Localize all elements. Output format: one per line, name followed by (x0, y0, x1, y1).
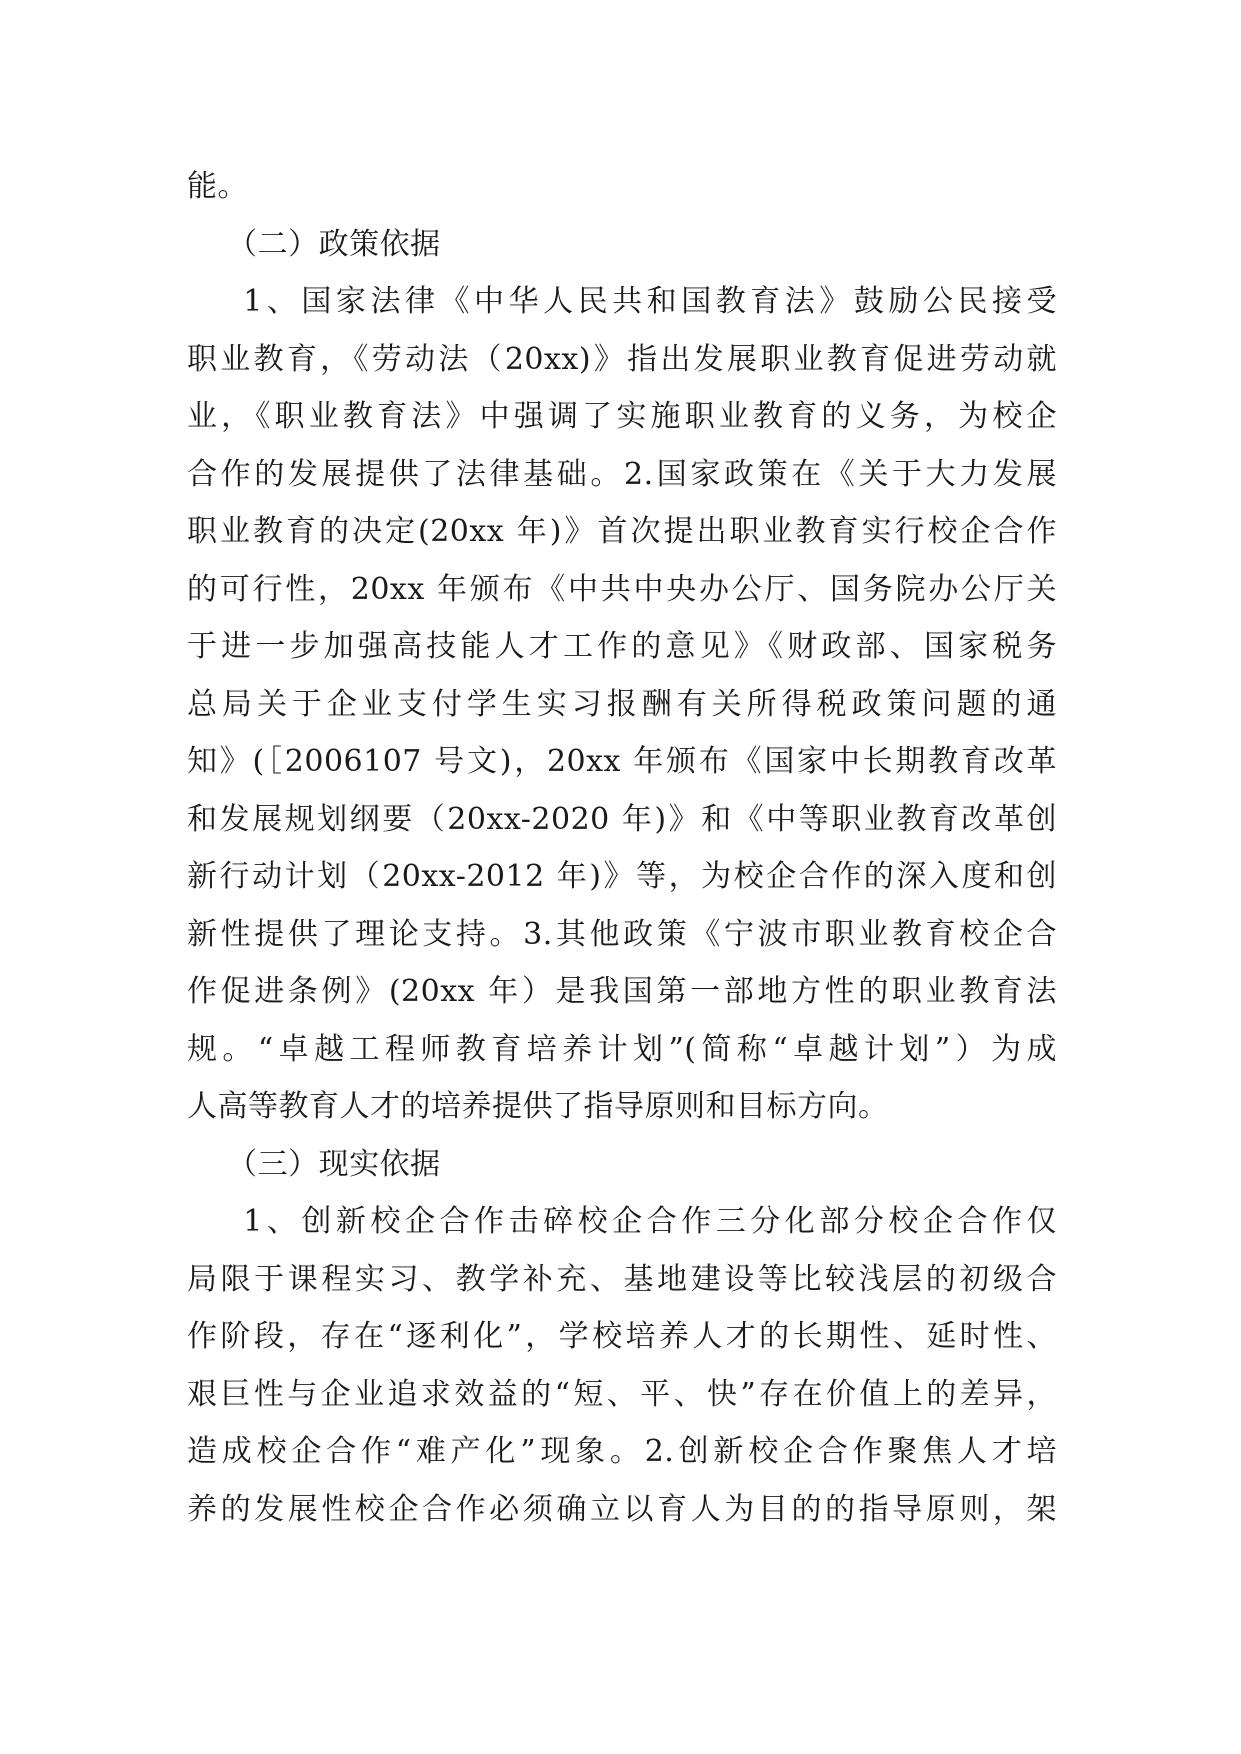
text-line: 作促进条例》(20xx 年）是我国第一部地方性的职业教育法 (187, 974, 1057, 1009)
text-line: 新行动计划（20xx-2012 年)》等，为校企合作的深入度和创 (187, 859, 1057, 894)
text-line: 于进一步加强高技能人才工作的意见》《财政部、国家税务 (187, 629, 1057, 664)
text-line: 规。“卓越工程师教育培养计划”(简称“卓越计划”）为成 (187, 1031, 1057, 1067)
text-line: 合作的发展提供了法律基础。2.国家政策在《关于大力发展 (187, 456, 1057, 492)
text-line: 1、国家法律《中华人民共和国教育法》鼓励公民接受 (187, 284, 1057, 319)
text-line: 业，《职业教育法》中强调了实施职业教育的义务，为校企 (187, 399, 1057, 434)
text-line: 局限于课程实习、教学补充、基地建设等比较浅层的初级合 (187, 1261, 1057, 1297)
text-line: 总局关于企业支付学生实习报酬有关所得税政策问题的通 (187, 686, 1057, 722)
text-line: 养的发展性校企合作必须确立以育人为目的的指导原则，架 (187, 1491, 1057, 1527)
text-line: 职业教育的决定(20xx 年)》首次提出职业教育实行校企合作 (187, 514, 1057, 549)
text-line: 1、创新校企合作击碎校企合作三分化部分校企合作仅 (187, 1204, 1057, 1239)
text-line: 艰巨性与企业追求效益的“短、平、快”存在价值上的差异， (187, 1376, 1057, 1412)
text-line: （二）政策依据 (187, 226, 441, 262)
text-line: 和发展规划纲要（20xx-2020 年)》和《中等职业教育改革创 (187, 801, 1057, 837)
text-line: 新性提供了理论支持。3.其他政策《宁波市职业教育校企合 (187, 916, 1057, 952)
text-line: 人高等教育人才的培养提供了指导原则和目标方向。 (187, 1089, 889, 1124)
text-line: 作阶段，存在“逐利化”，学校培养人才的长期性、延时性、 (187, 1319, 1057, 1354)
text-line: （三）现实依据 (187, 1146, 441, 1182)
text-line: 的可行性，20xx 年颁布《中共中央办公厅、国务院办公厅关 (187, 571, 1057, 607)
text-line: 职业教育，《劳动法（20xx)》指出发展职业教育促进劳动就 (187, 341, 1057, 377)
text-line: 能。 (187, 169, 248, 204)
body-text (187, 158, 1057, 1538)
text-line: 知》(［2006107 号文)，20xx 年颁布《国家中长期教育改革 (187, 744, 1057, 779)
text-line: 造成校企合作“难产化”现象。2.创新校企合作聚焦人才培 (187, 1434, 1057, 1469)
